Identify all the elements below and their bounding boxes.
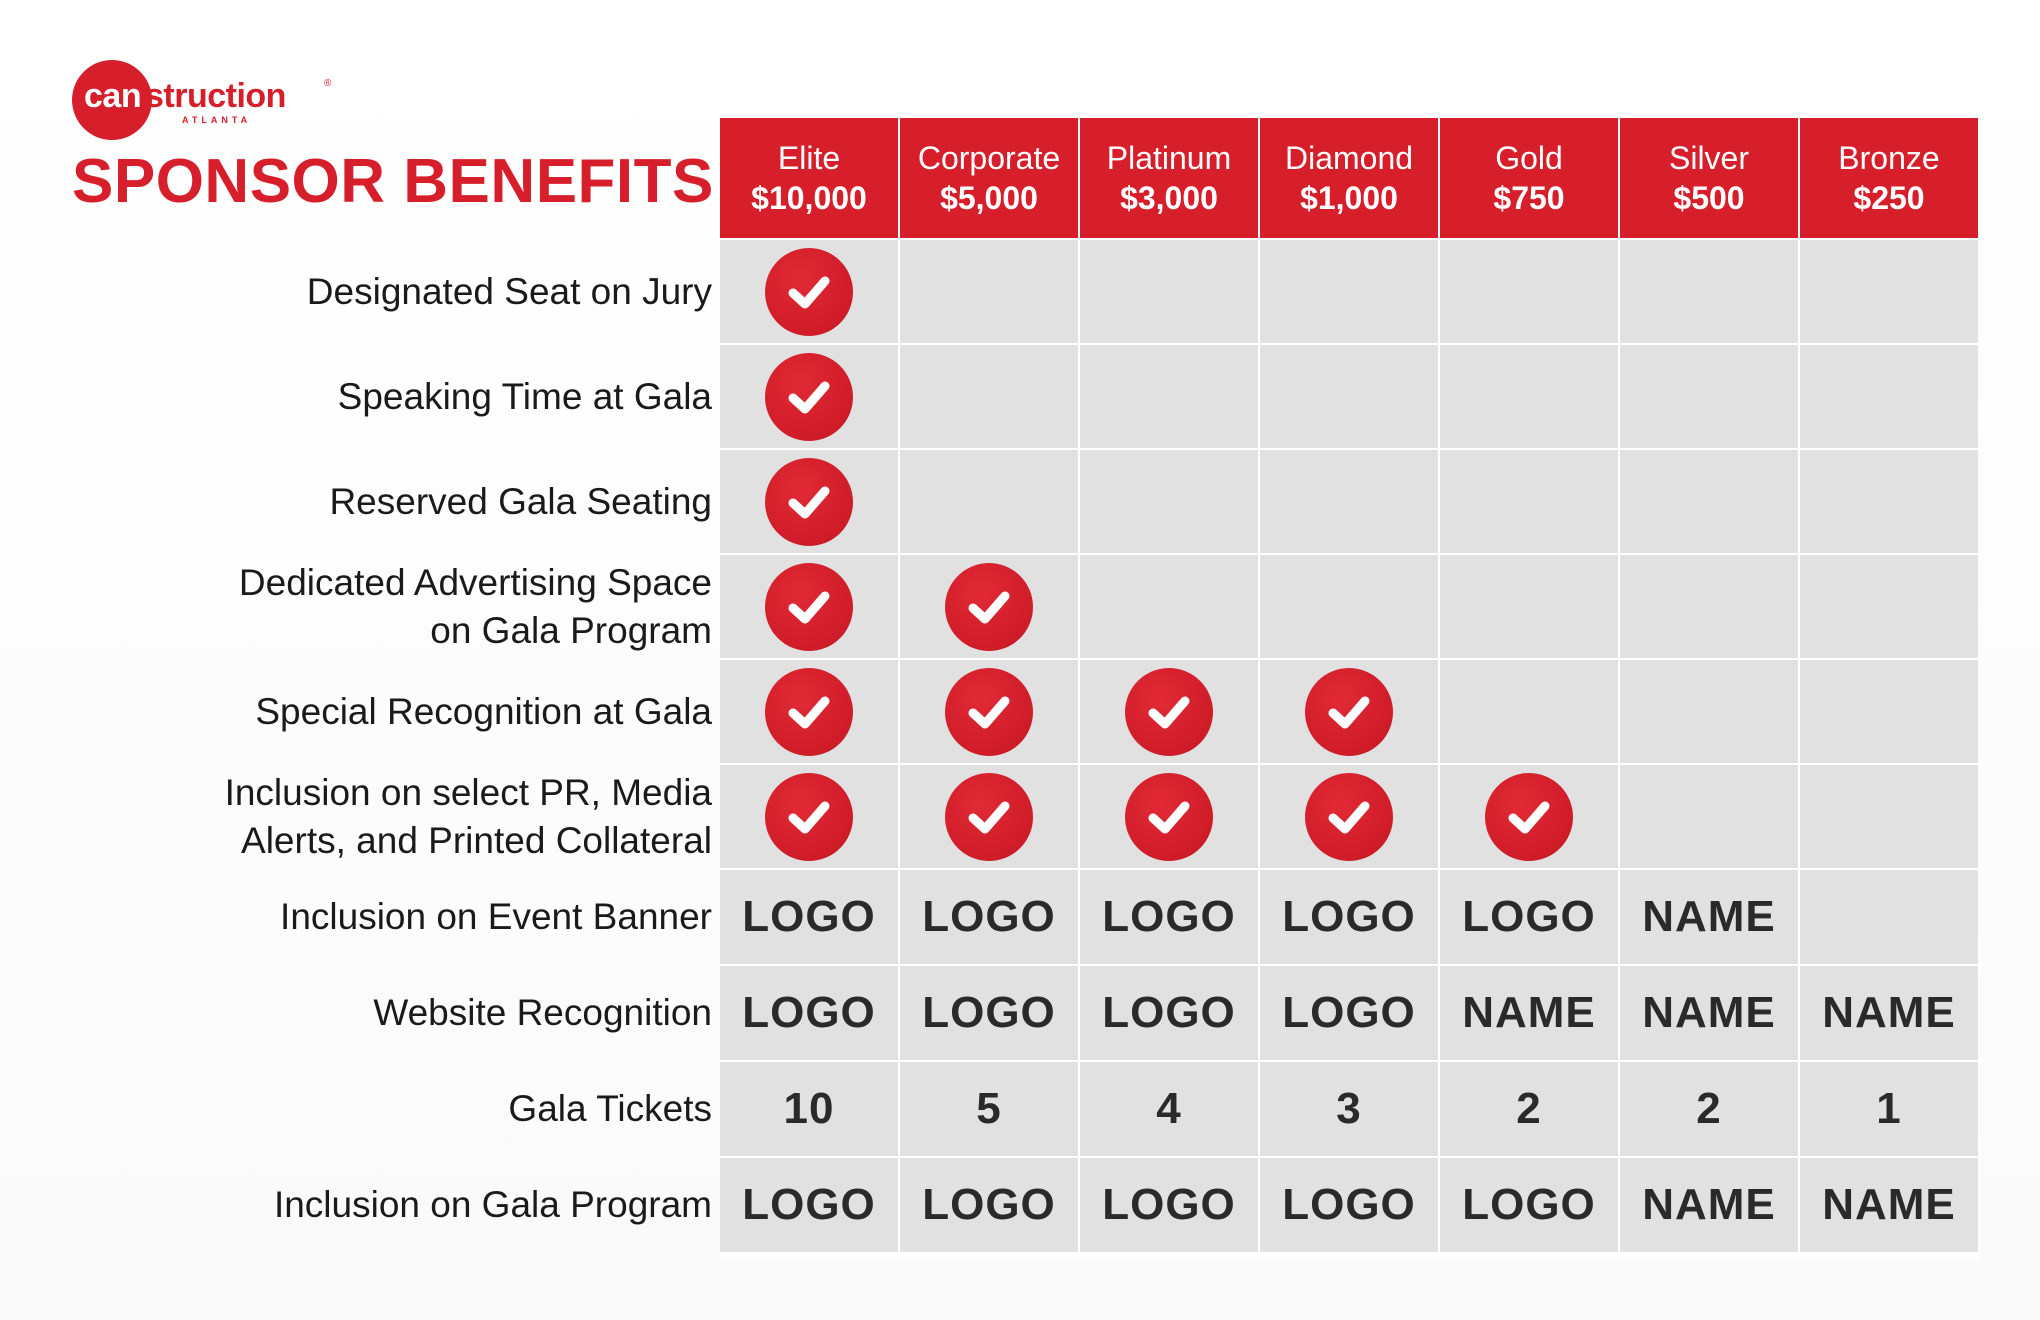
tier-price: $750	[1493, 180, 1565, 216]
table-cell	[720, 345, 898, 448]
tier-header-gold	[1440, 118, 1618, 238]
tier-price: $250	[1853, 180, 1925, 216]
cell-value: NAME	[1822, 1180, 1956, 1229]
table-cell	[1620, 966, 1798, 1060]
table-cell	[1260, 555, 1438, 658]
check-circle-icon	[765, 248, 853, 336]
cell-value: 10	[783, 1084, 835, 1133]
cell-value: LOGO	[922, 988, 1056, 1037]
table-cell	[1260, 450, 1438, 553]
benefit-label	[100, 870, 712, 964]
table-cell	[1080, 555, 1258, 658]
table-cell	[1620, 660, 1798, 763]
check-circle-icon	[765, 458, 853, 546]
table-cell	[1440, 450, 1618, 553]
cell-value: LOGO	[1102, 988, 1236, 1037]
check-circle-icon	[765, 773, 853, 861]
table-cell	[1620, 1062, 1798, 1156]
cell-value: NAME	[1642, 892, 1776, 941]
table-cell	[1440, 240, 1618, 343]
table-cell	[1620, 870, 1798, 964]
benefit-label	[100, 450, 712, 553]
table-cell	[1800, 555, 1978, 658]
cell-value: NAME	[1822, 988, 1956, 1037]
tier-name: Silver	[1668, 140, 1749, 176]
cell-value: 5	[976, 1084, 1002, 1133]
cell-value: NAME	[1462, 988, 1596, 1037]
table-cell	[1620, 345, 1798, 448]
cell-value: 4	[1156, 1084, 1182, 1133]
check-circle-icon	[1485, 773, 1573, 861]
table-cell	[720, 240, 898, 343]
check-circle-icon	[765, 668, 853, 756]
tier-price: $3,000	[1120, 180, 1218, 216]
table-cell	[900, 966, 1078, 1060]
table-cell	[1080, 1062, 1258, 1156]
tier-header-elite	[720, 118, 898, 238]
table-cell	[1800, 765, 1978, 868]
table-cell	[720, 966, 898, 1060]
cell-value: LOGO	[922, 1180, 1056, 1229]
benefit-label	[100, 765, 712, 868]
benefit-label	[100, 1158, 712, 1252]
table-cell	[1800, 660, 1978, 763]
tier-name: Corporate	[917, 140, 1061, 176]
table-cell	[900, 450, 1078, 553]
check-circle-icon	[945, 668, 1033, 756]
cell-value: LOGO	[1282, 1180, 1416, 1229]
tier-header-platinum	[1080, 118, 1258, 238]
tier-name: Diamond	[1284, 140, 1414, 176]
table-cell	[1620, 555, 1798, 658]
cell-value: LOGO	[742, 1180, 876, 1229]
benefit-label-line: Speaking Time at Gala	[337, 375, 712, 417]
cell-value: LOGO	[742, 892, 876, 941]
logo-can-text: can	[84, 77, 142, 115]
table-cell	[720, 1062, 898, 1156]
table-cell	[900, 765, 1078, 868]
check-circle-icon	[1305, 773, 1393, 861]
cell-value: 2	[1696, 1084, 1722, 1133]
tier-name: Platinum	[1106, 140, 1232, 176]
table-cell	[1080, 345, 1258, 448]
tier-header-silver	[1620, 118, 1798, 238]
table-cell	[1800, 1062, 1978, 1156]
check-circle-icon	[945, 773, 1033, 861]
tier-name: Elite	[777, 140, 841, 176]
table-cell	[1260, 660, 1438, 763]
table-cell	[1440, 966, 1618, 1060]
check-circle-icon	[765, 563, 853, 651]
benefit-label	[100, 555, 712, 658]
table-cell	[1260, 1062, 1438, 1156]
table-cell	[720, 660, 898, 763]
logo-struction-text: struction	[145, 77, 286, 115]
table-cell	[1440, 555, 1618, 658]
table-cell	[1080, 450, 1258, 553]
table-cell	[900, 345, 1078, 448]
table-cell	[1440, 345, 1618, 448]
table-cell	[1440, 1158, 1618, 1252]
table-cell	[1800, 1158, 1978, 1252]
table-cell	[900, 240, 1078, 343]
table-cell	[720, 765, 898, 868]
table-cell	[720, 1158, 898, 1252]
benefit-label	[100, 966, 712, 1060]
table-cell	[720, 870, 898, 964]
table-cell	[1440, 765, 1618, 868]
table-cell	[1620, 450, 1798, 553]
benefit-label	[100, 240, 712, 343]
table-cell	[1080, 660, 1258, 763]
table-cell	[900, 1062, 1078, 1156]
benefit-label	[100, 660, 712, 763]
cell-value: NAME	[1642, 988, 1776, 1037]
logo-registered-mark: ®	[324, 78, 332, 89]
cell-value: 1	[1876, 1084, 1902, 1133]
cell-value: LOGO	[742, 988, 876, 1037]
table-cell	[1800, 966, 1978, 1060]
benefit-label-line: on Gala Program	[430, 609, 712, 651]
table-cell	[1080, 870, 1258, 964]
table-cell	[1440, 1062, 1618, 1156]
table-cell	[1080, 966, 1258, 1060]
table-cell	[1620, 765, 1798, 868]
cell-value: LOGO	[1282, 892, 1416, 941]
benefit-label-line: Inclusion on Event Banner	[280, 896, 712, 937]
table-cell	[900, 555, 1078, 658]
benefit-label	[100, 1062, 712, 1156]
cell-value: LOGO	[1102, 1180, 1236, 1229]
cell-value: LOGO	[922, 892, 1056, 941]
benefit-label-line: Special Recognition at Gala	[255, 690, 712, 732]
page-title: SPONSOR BENEFITS	[72, 147, 714, 216]
table-cell	[1620, 240, 1798, 343]
cell-value: 2	[1516, 1084, 1542, 1133]
table-cell	[1440, 870, 1618, 964]
check-circle-icon	[1305, 668, 1393, 756]
cell-value: 3	[1336, 1084, 1362, 1133]
table-cell	[1260, 870, 1438, 964]
table-cell	[1800, 345, 1978, 448]
table-cell	[1080, 1158, 1258, 1252]
tier-price: $5,000	[940, 180, 1038, 216]
benefit-label-line: Inclusion on Gala Program	[273, 1184, 712, 1225]
cell-value: LOGO	[1282, 988, 1416, 1037]
table-cell	[1080, 765, 1258, 868]
table-cell	[1260, 1158, 1438, 1252]
tier-header-corporate	[900, 118, 1078, 238]
cell-value: NAME	[1642, 1180, 1776, 1229]
benefit-label-line: Designated Seat on Jury	[306, 270, 712, 312]
tier-name: Bronze	[1838, 140, 1940, 176]
check-circle-icon	[1125, 668, 1213, 756]
cell-value: LOGO	[1462, 1180, 1596, 1229]
table-cell	[1800, 870, 1978, 964]
tier-name: Gold	[1495, 140, 1563, 176]
table-cell	[1260, 765, 1438, 868]
table-cell	[1800, 450, 1978, 553]
benefit-label-line: Alerts, and Printed Collateral	[241, 819, 712, 861]
benefit-label-line: Inclusion on select PR, Media	[224, 771, 712, 813]
tier-price: $10,000	[751, 180, 867, 216]
benefit-label	[100, 345, 712, 448]
table-cell	[720, 555, 898, 658]
benefits-table	[720, 118, 1980, 1260]
cell-value: LOGO	[1102, 892, 1236, 941]
table-cell	[1260, 345, 1438, 448]
table-cell	[1620, 1158, 1798, 1252]
check-circle-icon	[765, 353, 853, 441]
benefit-label-line: Website Recognition	[373, 992, 712, 1033]
benefit-label-line: Gala Tickets	[508, 1088, 712, 1129]
benefit-label-line: Dedicated Advertising Space	[238, 561, 712, 603]
tier-header-diamond	[1260, 118, 1438, 238]
table-cell	[1080, 240, 1258, 343]
table-cell	[1260, 240, 1438, 343]
table-cell	[1440, 660, 1618, 763]
check-circle-icon	[1125, 773, 1213, 861]
tier-price: $500	[1673, 180, 1745, 216]
tier-price: $1,000	[1300, 180, 1398, 216]
table-cell	[900, 1158, 1078, 1252]
logo-subtitle: ATLANTA	[182, 115, 252, 125]
table-cell	[1260, 966, 1438, 1060]
table-cell	[1800, 240, 1978, 343]
check-circle-icon	[945, 563, 1033, 651]
benefit-label-line: Reserved Gala Seating	[329, 480, 712, 522]
table-cell	[720, 450, 898, 553]
table-cell	[900, 660, 1078, 763]
tier-header-bronze	[1800, 118, 1978, 238]
table-cell	[900, 870, 1078, 964]
cell-value: LOGO	[1462, 892, 1596, 941]
